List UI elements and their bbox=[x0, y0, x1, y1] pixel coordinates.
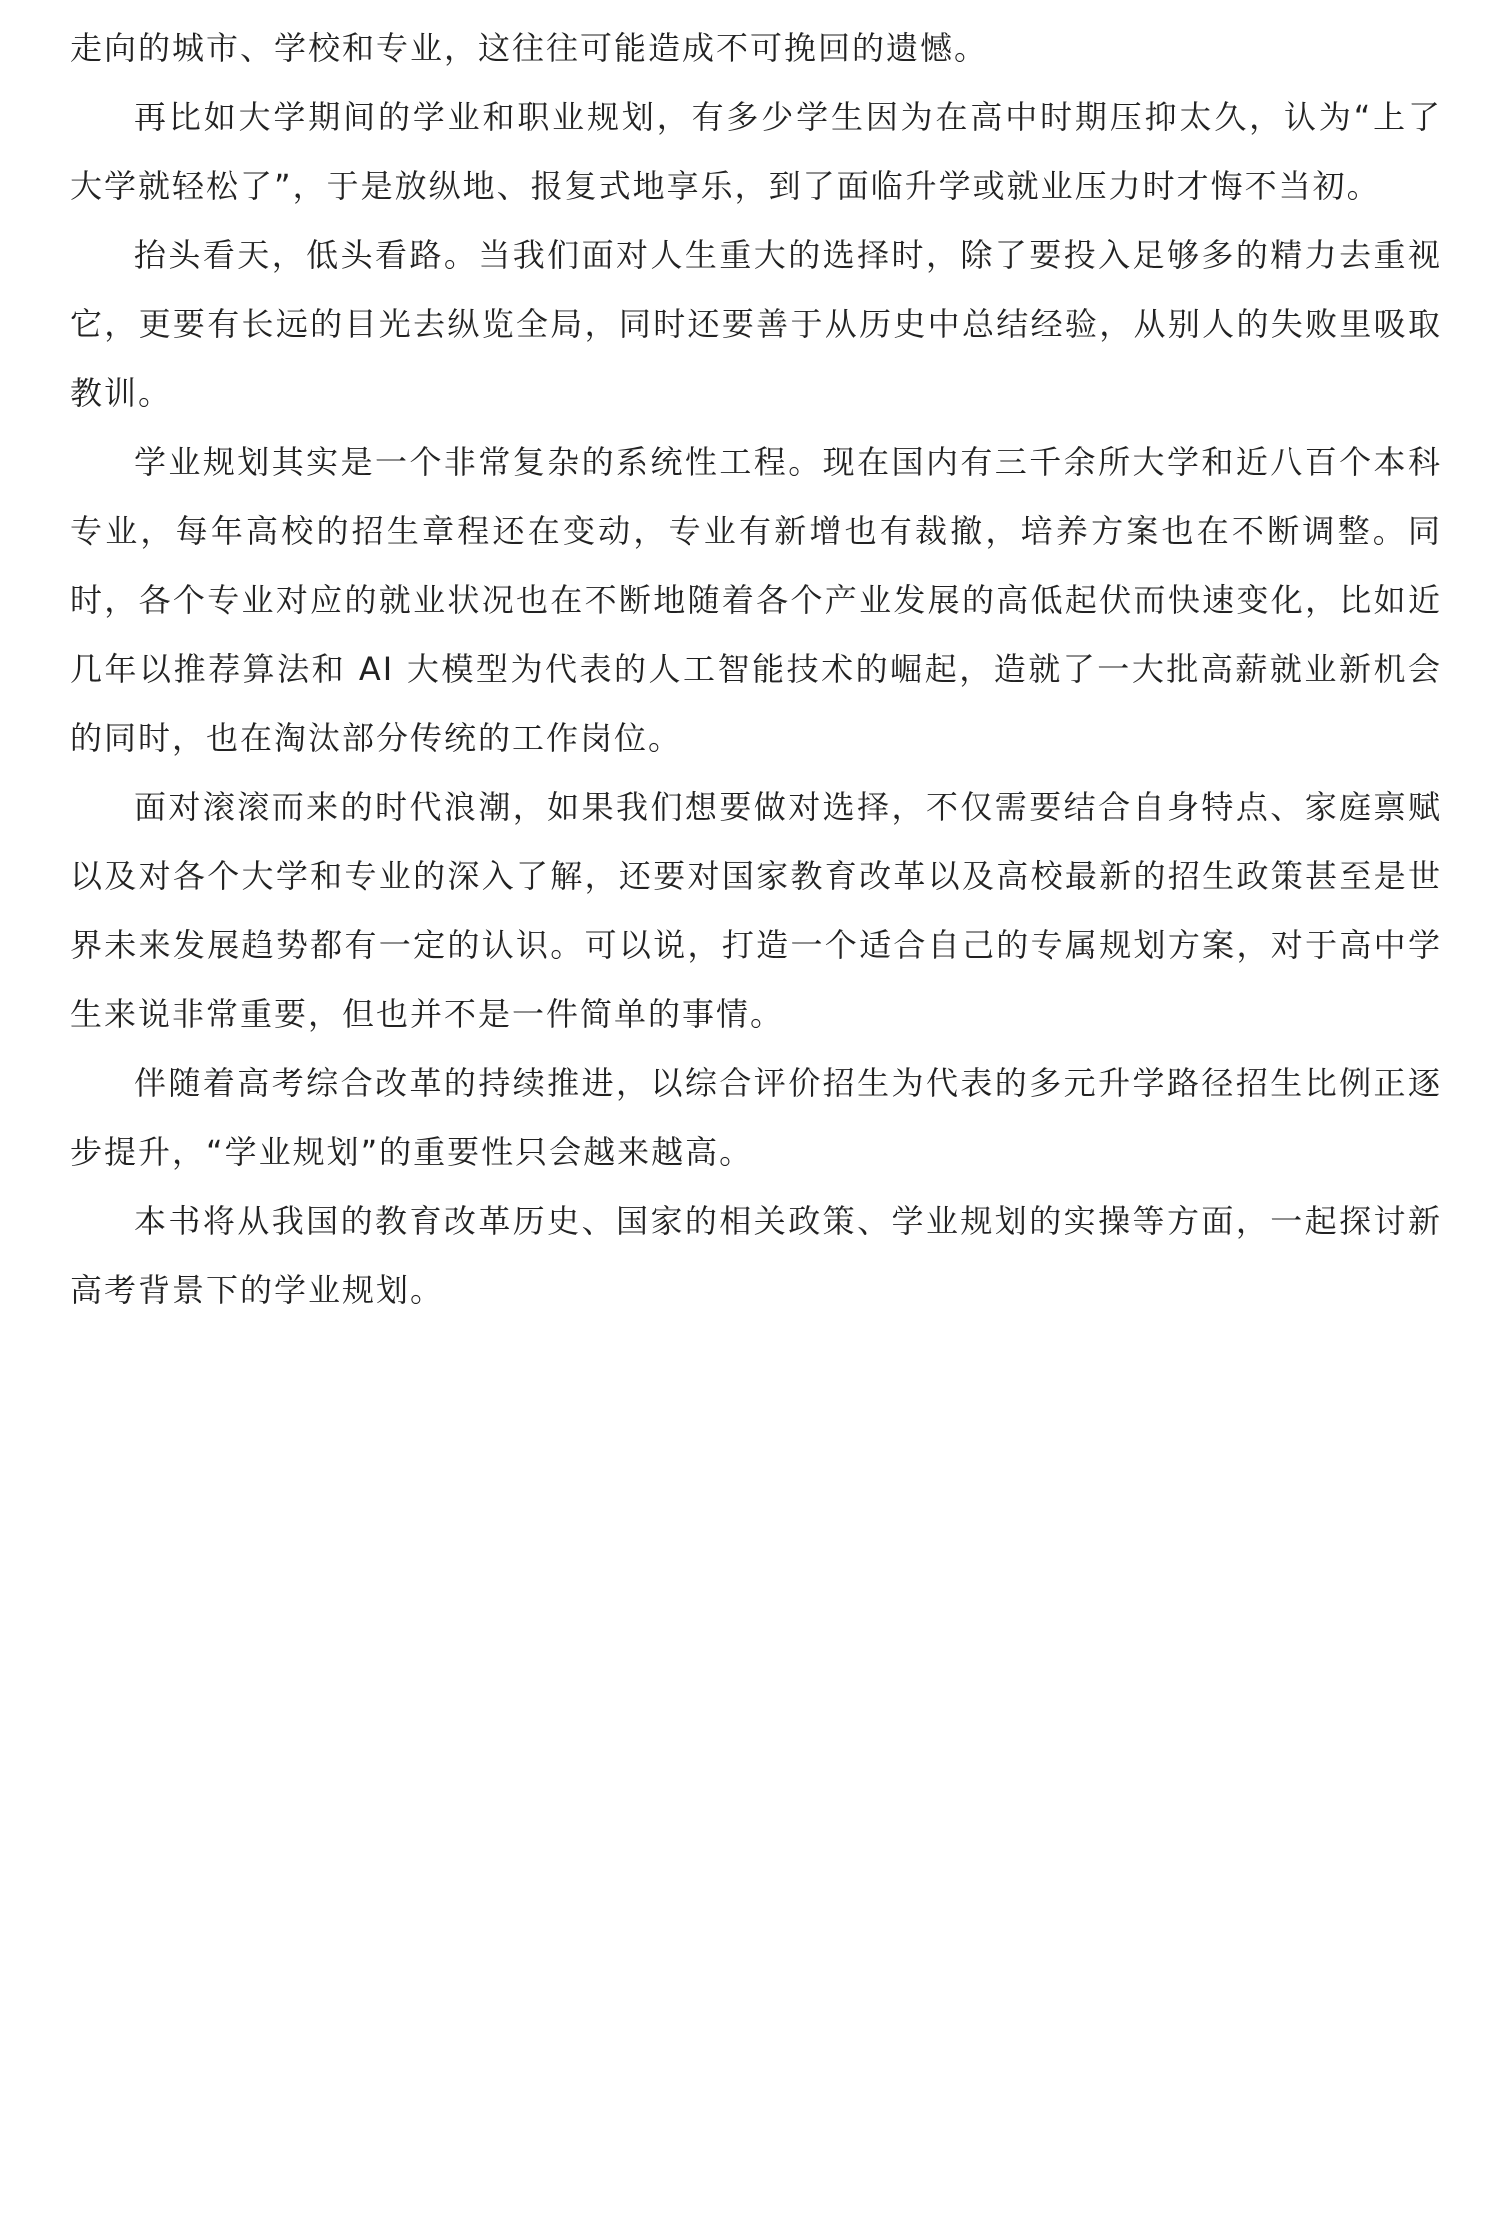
paragraph: 本书将从我国的教育改革历史、国家的相关政策、学业规划的实操等方面，一起探讨新高考背景下的学业规划。 bbox=[70, 1202, 1442, 1309]
document-body bbox=[70, 14, 1442, 1325]
paragraph: 再比如大学期间的学业和职业规划，有多少学生因为在高中时期压抑太久，认为“上了大学就轻松了”，于是放纵地、报复式地享乐，到了面临升学或就业压力时才悔不当初。 bbox=[70, 98, 1442, 205]
paragraph: 伴随着高考综合改革的持续推进，以综合评价招生为代表的多元升学路径招生比例正逐步提升，“学业规划”的重要性只会越来越高。 bbox=[70, 1064, 1442, 1171]
paragraph: 抬头看天，低头看路。当我们面对人生重大的选择时，除了要投入足够多的精力去重视它，更要有长远的目光去纵览全局，同时还要善于从历史中总结经验，从别人的失败里吸取教训。 bbox=[70, 236, 1442, 412]
paragraph: 学业规划其实是一个非常复杂的系统性工程。现在国内有三千余所大学和近八百个本科专业，每年高校的招生章程还在变动，专业有新增也有裁撤，培养方案也在不断调整。同时，各个专业对应的就业状况也在不断地随着各个产业发展的高低起伏而快速变化，比如近几年以推荐算法和 AI 大模型为代表的人工智能技术的崛起，造就了一大批高薪就业新机会的同时，也在淘汰部分传统的工作岗位。 bbox=[70, 443, 1442, 757]
paragraph-continuation: 走向的城市、学校和专业，这往往可能造成不可挽回的遗憾。 bbox=[70, 29, 989, 67]
paragraph: 面对滚滚而来的时代浪潮，如果我们想要做对选择，不仅需要结合自身特点、家庭禀赋以及对各个大学和专业的深入了解，还要对国家教育改革以及高校最新的招生政策甚至是世界未来发展趋势都有一定的认识。可以说，打造一个适合自己的专属规划方案，对于高中学生来说非常重要，但也并不是一件简单的事情。 bbox=[70, 788, 1442, 1033]
